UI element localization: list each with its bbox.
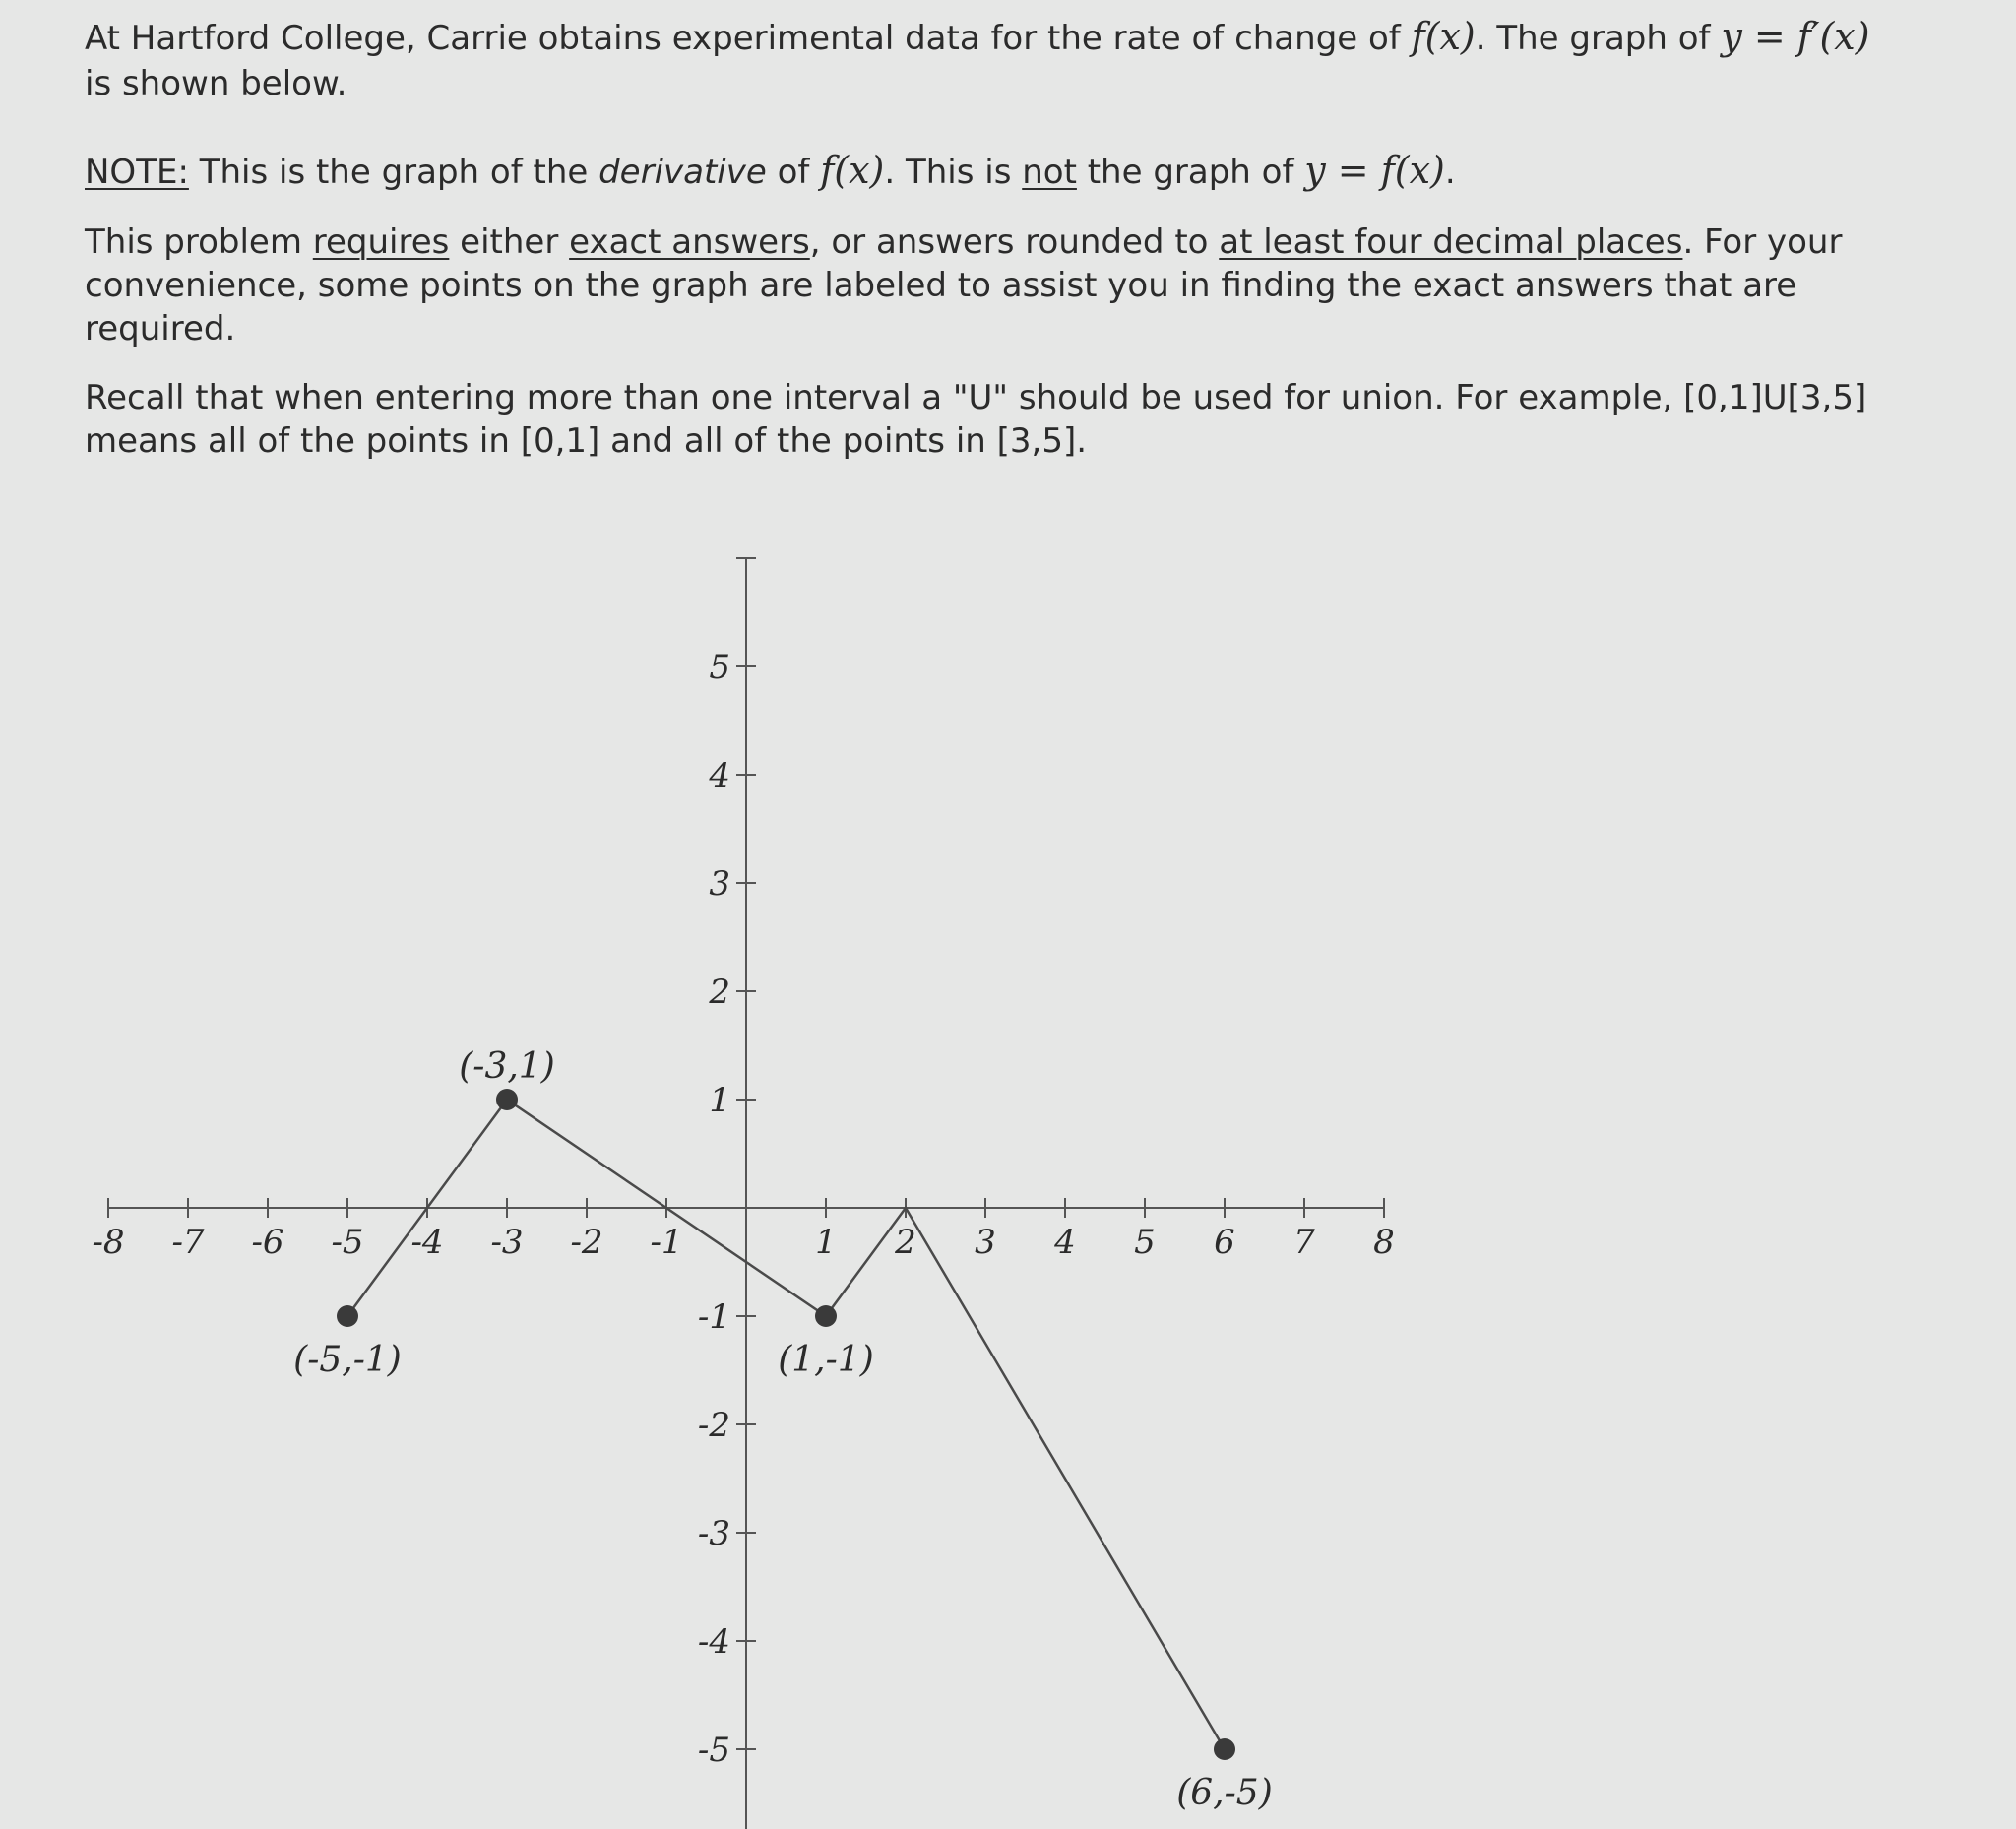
note-paragraph (85, 148, 1876, 195)
y-tick-label: 1 (709, 1081, 730, 1120)
req-text-b: either (449, 222, 570, 262)
req-text-c: , or answers rounded to (809, 222, 1220, 262)
req-requires: requires (312, 222, 450, 262)
note-text-c: . This is (884, 153, 1023, 192)
x-tick-label: -3 (490, 1223, 524, 1262)
note-text-b: of (766, 153, 821, 192)
x-tick-label: 4 (1054, 1223, 1076, 1262)
x-tick-label: -5 (331, 1223, 364, 1262)
series-line (347, 1100, 1225, 1749)
note-text-e: . (1444, 153, 1456, 192)
x-tick-label: 7 (1293, 1223, 1315, 1262)
y-tick-label: -3 (697, 1514, 730, 1553)
y-tick-label: 5 (709, 648, 730, 687)
y-tick-label: 3 (709, 864, 730, 904)
x-tick-label: -1 (650, 1223, 683, 1262)
recall-paragraph: Recall that when entering more than one interval a "U" should be used for union. For example, [0,1]U[3,5] means all of the points in [0,1] and all of the points in [3,5]. (85, 378, 1867, 461)
x-tick-label: 6 (1214, 1223, 1235, 1262)
x-tick-label: 1 (815, 1223, 837, 1262)
point-label: (6,-5) (1176, 1773, 1273, 1813)
series (347, 1100, 1225, 1749)
y-tick-label: -2 (697, 1406, 730, 1445)
x-tick-label: -6 (251, 1223, 284, 1262)
note-derivative: derivative (598, 153, 767, 192)
x-tick-label: -7 (171, 1223, 205, 1262)
y-ticks (698, 558, 756, 1770)
y-tick-label: 4 (709, 756, 730, 795)
req-four-decimals: at least four decimal places (1219, 222, 1683, 262)
x-tick-label: -4 (410, 1223, 444, 1262)
y-eq-f-math: y = f(x) (1304, 149, 1445, 192)
y-eq-fprime-math: y = f′(x) (1721, 15, 1870, 58)
intro-text-b: . The graph of (1475, 19, 1722, 58)
note-text-d: the graph of (1076, 153, 1305, 192)
note-label: NOTE: (85, 153, 189, 192)
axes (108, 558, 1384, 1829)
x-tick-label: 2 (895, 1223, 916, 1262)
data-point (337, 1305, 358, 1327)
y-tick-label: -1 (697, 1297, 730, 1337)
derivative-graph (0, 532, 2016, 1829)
note-text-a: This is the graph of the (188, 153, 599, 192)
req-exact-answers: exact answers (569, 222, 810, 262)
x-tick-label: 3 (975, 1223, 996, 1262)
x-tick-label: -8 (92, 1223, 125, 1262)
points (293, 1046, 1273, 1813)
intro-paragraph (85, 14, 1876, 106)
data-point (496, 1089, 518, 1110)
x-tick-label: -2 (570, 1223, 603, 1262)
point-label: (-5,-1) (293, 1340, 402, 1380)
note-fx-math: f(x) (820, 149, 885, 192)
point-label: (-3,1) (459, 1046, 555, 1087)
requirements-paragraph (85, 221, 1876, 350)
x-tick-label: 8 (1373, 1223, 1395, 1262)
y-tick-label: -4 (697, 1622, 730, 1662)
data-point (1214, 1738, 1235, 1760)
req-text-a: This problem (85, 222, 313, 262)
y-tick-label: -5 (697, 1731, 730, 1770)
note-not: not (1022, 153, 1077, 192)
intro-text-c: is shown below. (85, 64, 347, 103)
x-tick-label: 5 (1134, 1223, 1156, 1262)
fx-math: f(x) (1411, 15, 1476, 58)
req-text-d: . For your convenience, some points on the graph are labeled to assist you in finding the exact answers that are required. (85, 222, 1843, 348)
intro-text-a: At Hartford College, Carrie obtains experimental data for the rate of change of (85, 19, 1412, 58)
y-tick-label: 2 (709, 973, 730, 1012)
point-label: (1,-1) (778, 1340, 874, 1380)
data-point (815, 1305, 837, 1327)
